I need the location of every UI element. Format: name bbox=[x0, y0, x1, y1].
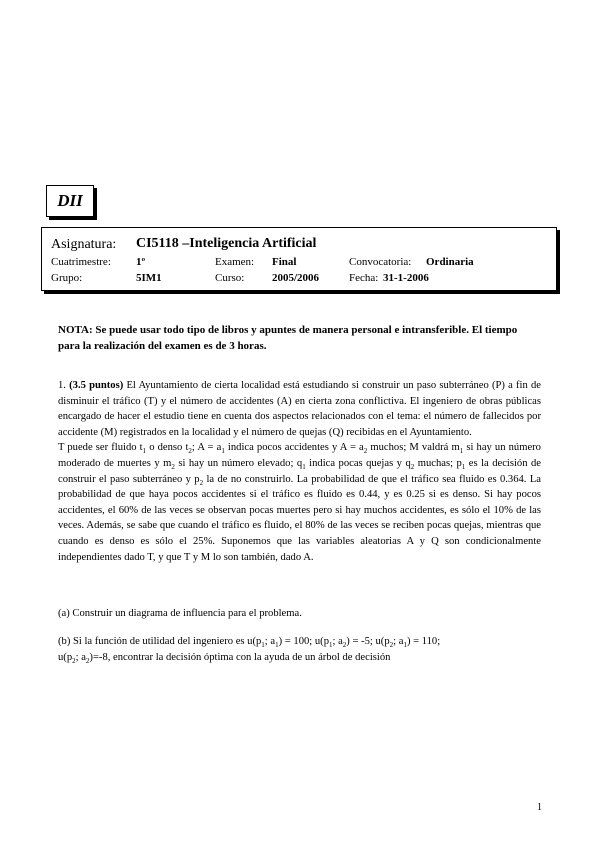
body-text: la de no construirlo. La probabilidad de que el tráfico sea fluido es 0.364. La probabilidad de que haya pocos accidentes si el tráfico es fluido es 0.44, y es 0.25 si es denso. Si hay pocos accidentes, el 60% de las veces se observan pocas muertes pero si hay muchos accidentes, es sólo el 10% de las veces. Además, se sabe que cuando el tráfico es fluido, el 80% de las veces se reciben pocas quejas, mientras que cuando es denso es sólo el 25%. Suponemos que las variables aleatorias A y Q son condicionalmente independientes dado T, y que T y M lo son también, dado A. bbox=[58, 473, 541, 563]
grupo-label: Grupo: bbox=[51, 272, 83, 284]
subscript: 2 bbox=[188, 447, 192, 456]
body-text: ) = 100; u(p bbox=[278, 636, 329, 647]
body-text: T puede ser fluido t bbox=[58, 442, 143, 454]
question-1-statement bbox=[58, 378, 541, 565]
body-text: (b) Si la función de utilidad del ingeniero es u(p bbox=[58, 636, 262, 647]
examen-value: Final bbox=[272, 256, 297, 268]
body-text: ; A = a bbox=[191, 442, 222, 454]
subscript: 2 bbox=[72, 656, 76, 665]
subscript: 2 bbox=[171, 463, 175, 472]
body-text: ; a bbox=[393, 636, 404, 647]
body-text: ) = -5; u(p bbox=[346, 636, 390, 647]
question-intro: El Ayuntamiento de cierta localidad está estudiando si construir un paso subterráneo (P) a fin de disminuir el tráfico (T) y el número de accidentes (A) en cierta zona conflictiva. El ingeniero de obras públicas encargado de hacer el estudio tiene en cuenta dos aspectos relacionados con el tema: el número de fallecidos por accidente (M) registrados en la localidad y el número de quejas (Q) recibidas en el Ayuntamiento. bbox=[58, 380, 541, 438]
curso-value: 2005/2006 bbox=[272, 272, 320, 284]
subscript: 1 bbox=[221, 447, 225, 456]
cuatrimestre-label: Cuatrimestre: bbox=[51, 256, 111, 268]
body-text: es la decisión de construir el paso subterráneo y p bbox=[58, 457, 541, 485]
question-1-part-a: (a) Construir un diagrama de influencia para el problema. bbox=[58, 608, 302, 619]
question-number: 1. bbox=[58, 380, 66, 391]
body-text: o denso t bbox=[146, 442, 189, 454]
subscript: 1 bbox=[459, 447, 464, 456]
department-logo-box bbox=[46, 185, 94, 217]
body-text: si hay un número moderado de muertes y m bbox=[58, 442, 541, 469]
examen-label: Examen: bbox=[215, 256, 255, 268]
convocatoria-value: Ordinaria bbox=[426, 256, 474, 268]
body-text: ; a bbox=[75, 651, 86, 663]
body-text: si hay un número elevado; q bbox=[174, 457, 303, 469]
subscript: 2 bbox=[410, 463, 415, 472]
fecha-label: Fecha: bbox=[349, 272, 379, 284]
grupo-value: 5IM1 bbox=[136, 272, 162, 284]
convocatoria-label: Convocatoria: bbox=[349, 256, 412, 268]
cuatrimestre-value: 1º bbox=[136, 256, 146, 268]
page-number: 1 bbox=[537, 802, 542, 813]
body-text: ) = 110; bbox=[406, 636, 441, 647]
body-text: ; a bbox=[332, 636, 343, 647]
subscript: 2 bbox=[363, 447, 368, 456]
body-text: indica pocos accidentes y A = a bbox=[224, 442, 364, 454]
exam-note: NOTA: Se puede usar todo tipo de libros y apuntes de manera personal e intransferible. El tiempo para la realización del examen es de 3 horas. bbox=[58, 324, 518, 352]
subscript: 1 bbox=[261, 641, 265, 650]
department-label: DII bbox=[57, 191, 83, 210]
exam-header-box bbox=[41, 227, 557, 291]
fecha-value: 31-1-2006 bbox=[383, 272, 429, 284]
curso-label: Curso: bbox=[215, 272, 245, 284]
subscript: 1 bbox=[329, 641, 333, 650]
subscript: 1 bbox=[275, 641, 279, 650]
subscript: 2 bbox=[85, 656, 90, 665]
subscript: 2 bbox=[389, 641, 394, 650]
body-text: indica pocas quejas y q bbox=[305, 457, 411, 469]
asignatura-value: CI5118 –Inteligencia Artificial bbox=[136, 236, 317, 251]
subscript: 2 bbox=[342, 641, 347, 650]
body-text: ; a bbox=[264, 636, 276, 647]
subscript: 1 bbox=[403, 641, 407, 650]
subscript: 2 bbox=[199, 478, 204, 487]
question-1-part-b bbox=[58, 634, 541, 665]
body-text: muchos; M valdrá m bbox=[367, 442, 460, 454]
subscript: 1 bbox=[461, 463, 466, 472]
subscript: 1 bbox=[142, 447, 147, 456]
body-text: u(p bbox=[58, 651, 73, 663]
subscript: 1 bbox=[302, 463, 306, 472]
asignatura-label: Asignatura: bbox=[51, 237, 117, 252]
body-text: muchas; p bbox=[414, 457, 462, 469]
question-points: (3.5 puntos) bbox=[69, 380, 124, 391]
body-text: )=-8, encontrar la decisión óptima con la ayuda de un árbol de decisión bbox=[89, 651, 391, 663]
